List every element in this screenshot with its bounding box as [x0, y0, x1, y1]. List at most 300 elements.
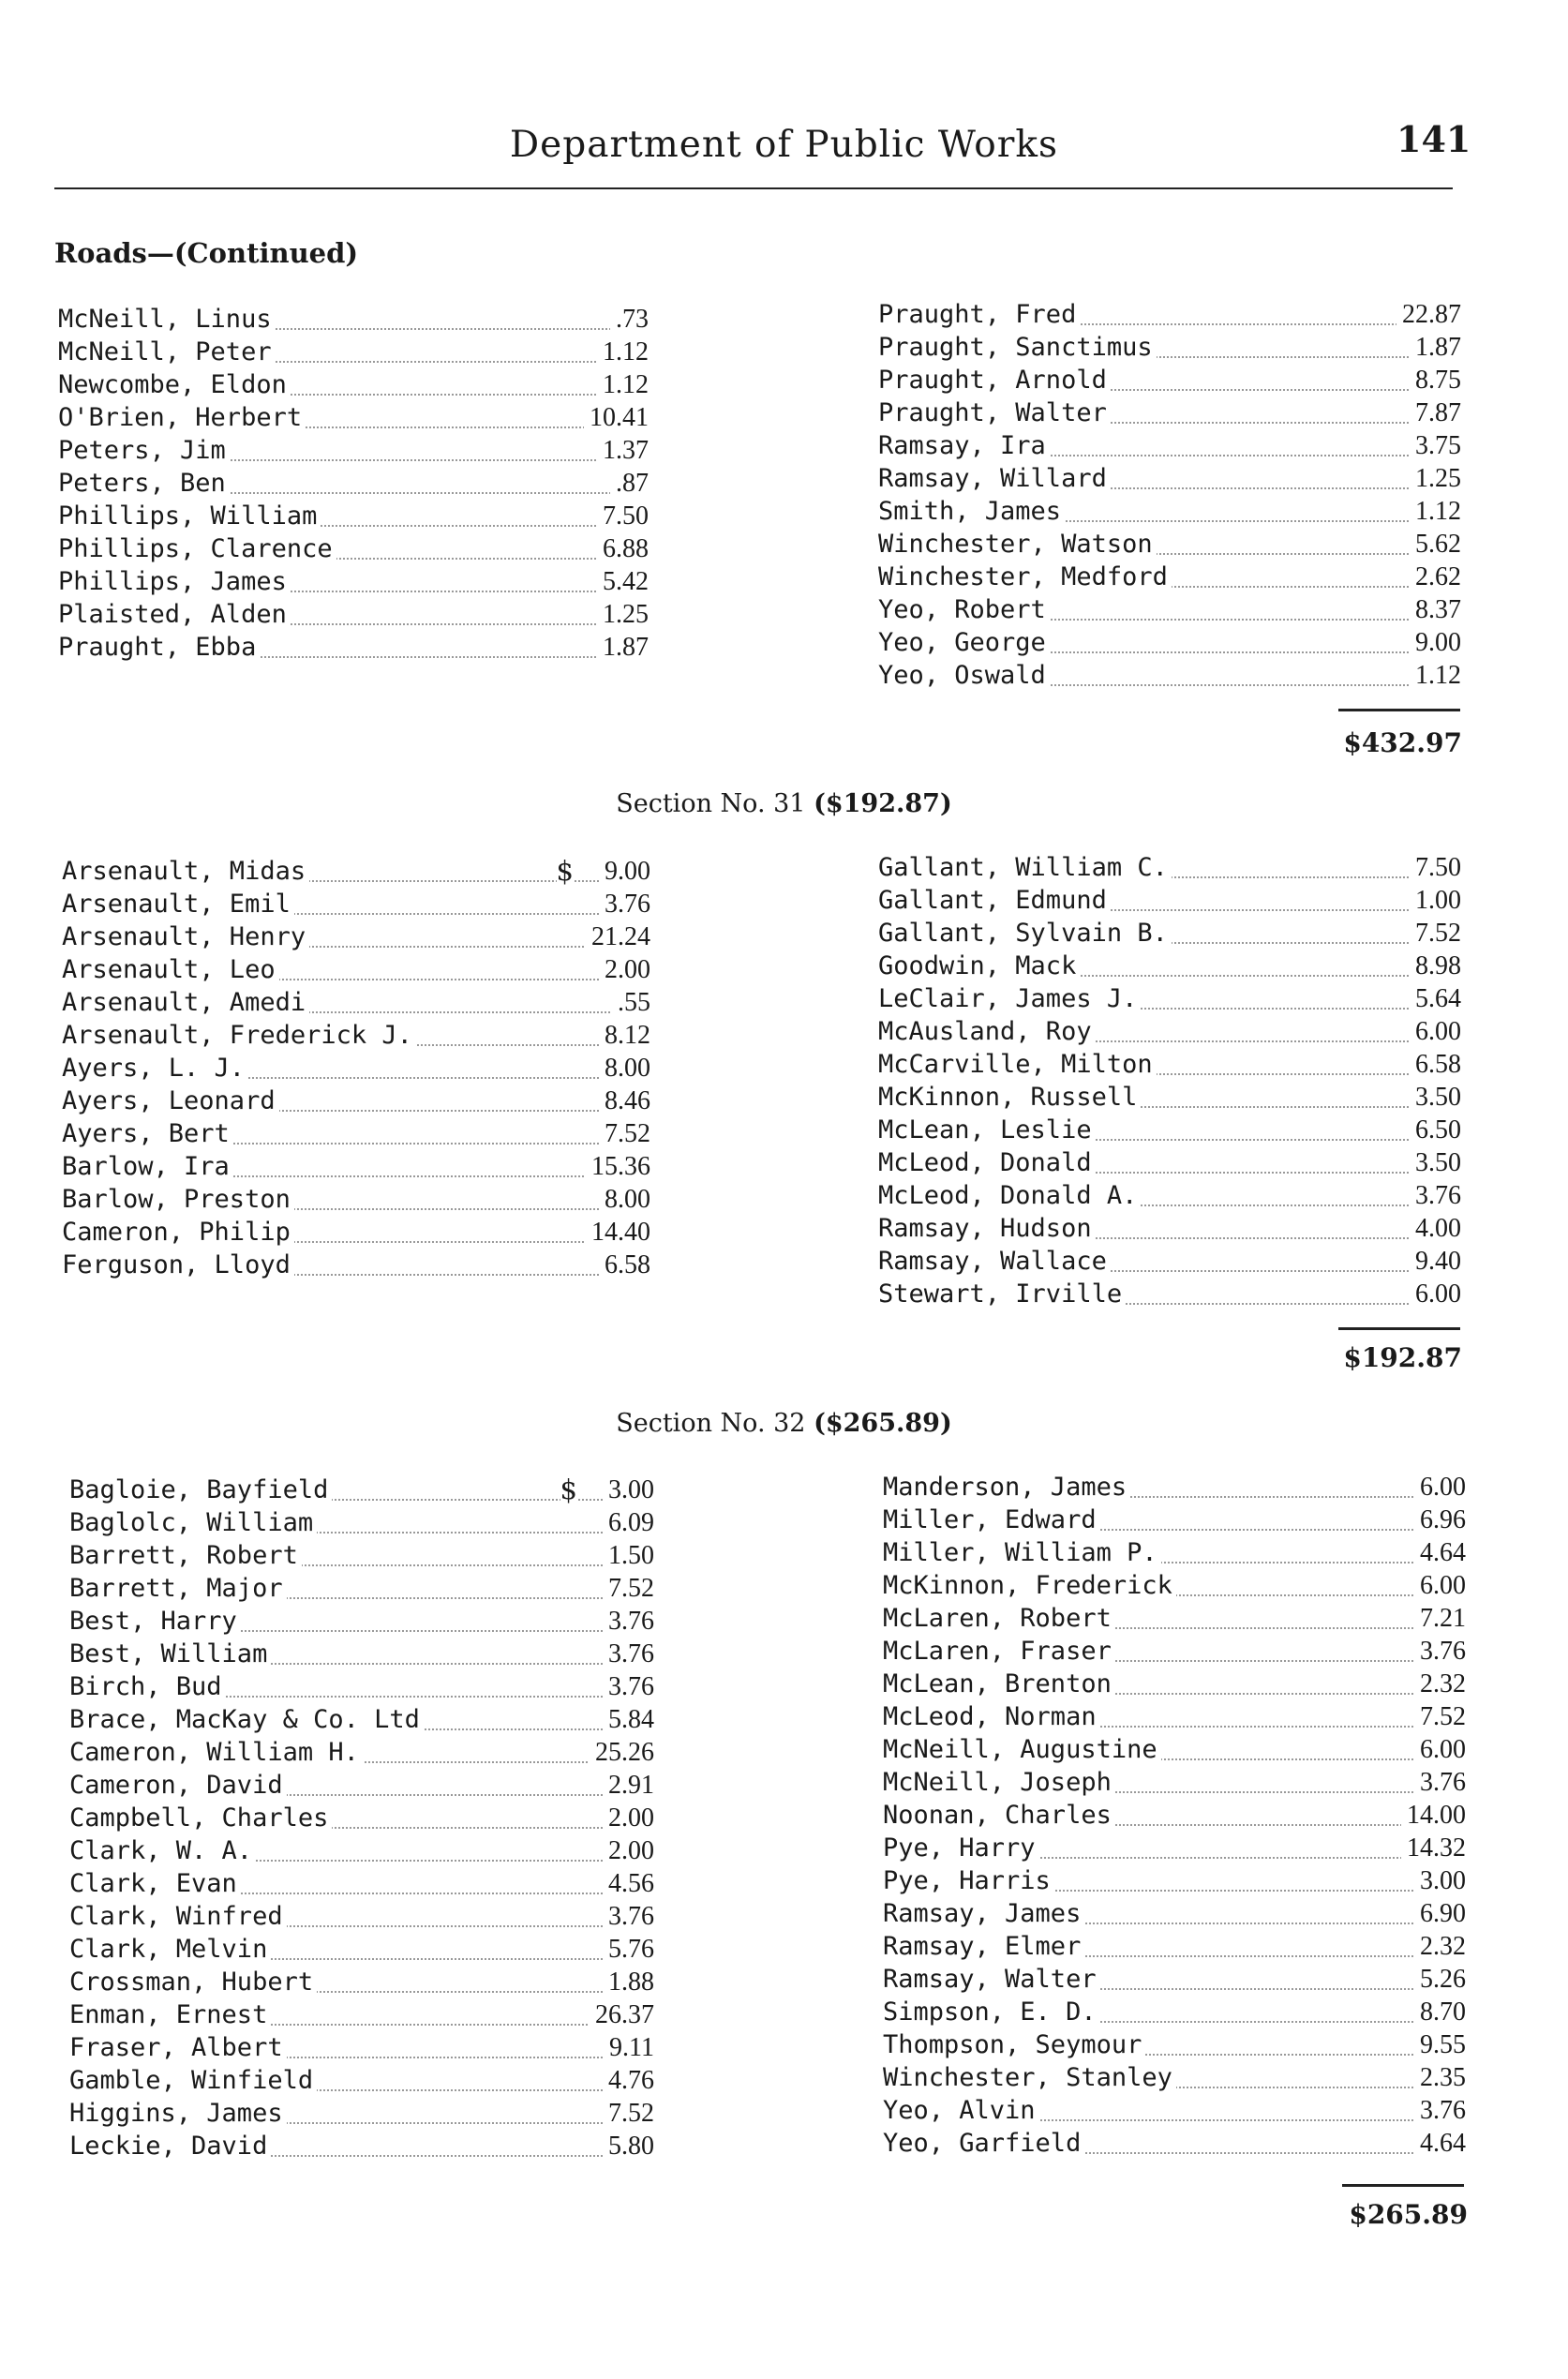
entry-name: Birch, Bud: [69, 1670, 226, 1703]
entry-amount: 5.80: [603, 2130, 654, 2162]
list-item: [883, 1504, 1466, 1536]
entry-amount: 6.90: [1414, 1897, 1466, 1930]
list-item: [883, 1536, 1466, 1569]
section-32-right-column: [883, 1471, 1466, 2160]
entry-name: Gamble, Winfield: [69, 2064, 317, 2097]
entry-amount: 8.00: [599, 1183, 650, 1216]
section-31-right-column: [878, 851, 1461, 1310]
entry-amount: 6.88: [597, 532, 649, 565]
list-item: [69, 1736, 654, 1769]
entry-name: Ramsay, Hudson: [878, 1212, 1096, 1245]
entry-amount: 5.84: [603, 1703, 654, 1736]
entry-name: Yeo, George: [878, 626, 1050, 659]
list-item: [878, 1278, 1461, 1310]
entry-amount: 1.87: [597, 631, 649, 664]
entry-amount: 9.55: [1414, 2028, 1466, 2061]
entry-name: Clark, Evan: [69, 1867, 241, 1900]
entry-amount: 6.96: [1414, 1504, 1466, 1536]
entry-name: Bagloie, Bayfield: [69, 1474, 332, 1506]
entry-amount: 6.00: [1410, 1278, 1461, 1310]
entry-name: Arsenault, Midas: [62, 855, 309, 888]
entry-amount: 9.11: [604, 2031, 654, 2064]
entry-name: Enman, Ernest: [69, 1998, 271, 2031]
list-item: [62, 1117, 650, 1150]
entry-name: Ayers, Leonard: [62, 1085, 279, 1117]
section-32-amount: ($265.89): [814, 1409, 952, 1438]
entry-name: Gallant, Sylvain B.: [878, 917, 1172, 950]
list-item: [878, 1179, 1461, 1212]
entry-name: Ayers, Bert: [62, 1117, 233, 1150]
entry-amount: 3.76: [603, 1638, 654, 1670]
list-item: [878, 495, 1461, 528]
entry-name: Praught, Walter: [878, 396, 1111, 429]
list-item: [62, 1150, 650, 1183]
list-item: [878, 659, 1461, 692]
entry-name: Yeo, Alvin: [883, 2094, 1039, 2127]
entry-name: Plaisted, Alden: [58, 598, 291, 631]
entry-name: McNeill, Joseph: [883, 1766, 1115, 1799]
entry-name: O'Brien, Herbert: [58, 401, 306, 434]
entry-name: Ramsay, Elmer: [883, 1930, 1084, 1963]
entry-amount: 1.00: [1410, 884, 1461, 917]
entry-name: Pye, Harry: [883, 1832, 1039, 1864]
list-item: [878, 1146, 1461, 1179]
entry-name: Miller, William P.: [883, 1536, 1161, 1569]
entry-amount: 3.76: [1414, 1766, 1466, 1799]
entry-amount: 7.52: [1414, 1700, 1466, 1733]
entry-amount: 5.26: [1414, 1963, 1466, 1996]
list-item: [878, 851, 1461, 884]
entry-name: Winchester, Stanley: [883, 2061, 1176, 2094]
section-32-total: $265.89: [1349, 2199, 1468, 2230]
entry-amount: 1.37: [597, 434, 649, 467]
entry-name: Yeo, Oswald: [878, 659, 1050, 692]
entry-name: Ramsay, Willard: [878, 462, 1111, 495]
entry-name: Arsenault, Amedi: [62, 986, 309, 1019]
list-item: [58, 532, 649, 565]
entry-name: McCarville, Milton: [878, 1048, 1157, 1081]
list-item: [878, 884, 1461, 917]
entry-name: Winchester, Medford: [878, 561, 1172, 593]
list-item: [62, 953, 650, 986]
dollar-sign: $: [556, 855, 574, 887]
list-item: [69, 1474, 654, 1506]
entry-name: Barrett, Major: [69, 1572, 287, 1605]
section-31-total: $192.87: [1343, 1342, 1462, 1373]
entry-amount: 8.70: [1414, 1996, 1466, 2028]
entry-amount: 6.58: [599, 1249, 650, 1281]
entry-name: Peters, Ben: [58, 467, 230, 500]
entry-amount: 8.00: [599, 1052, 650, 1085]
list-item: [883, 1963, 1466, 1996]
list-item: [883, 1930, 1466, 1963]
entry-amount: 6.00: [1414, 1733, 1466, 1766]
list-item: [62, 1085, 650, 1117]
entry-amount: 1.87: [1410, 331, 1461, 364]
entry-name: Higgins, James: [69, 2097, 287, 2130]
list-item: [69, 1572, 654, 1605]
entry-amount: 3.50: [1410, 1146, 1461, 1179]
list-item: [62, 888, 650, 920]
list-item: [69, 2097, 654, 2130]
entry-name: Praught, Ebba: [58, 631, 260, 664]
entry-name: Peters, Jim: [58, 434, 230, 467]
list-item: [69, 1769, 654, 1802]
entry-name: Arsenault, Leo: [62, 953, 279, 986]
entry-amount: 25.26: [590, 1736, 654, 1769]
dollar-sign: $: [560, 1474, 577, 1505]
entry-name: Yeo, Robert: [878, 593, 1050, 626]
entry-amount: 3.76: [603, 1900, 654, 1933]
entry-name: McNeill, Peter: [58, 336, 276, 368]
section-32-heading: [0, 1409, 1568, 1438]
entry-amount: 14.40: [586, 1216, 650, 1249]
entry-amount: 3.76: [1414, 2094, 1466, 2127]
entry-name: Manderson, James: [883, 1471, 1130, 1504]
entry-amount: 3.76: [603, 1605, 654, 1638]
list-item: [69, 1670, 654, 1703]
entry-amount: 7.52: [603, 2097, 654, 2130]
entry-amount: 5.62: [1410, 528, 1461, 561]
entry-amount: .87: [610, 467, 649, 500]
entry-amount: 3.76: [599, 888, 650, 920]
entry-name: Fraser, Albert: [69, 2031, 287, 2064]
list-item: [69, 1605, 654, 1638]
entry-amount: 6.09: [603, 1506, 654, 1539]
list-item: [62, 986, 650, 1019]
list-item: [58, 303, 649, 336]
entry-amount: 5.76: [603, 1933, 654, 1966]
section-31-heading: [0, 789, 1568, 818]
roads-total: $432.97: [1343, 727, 1462, 758]
list-item: [878, 982, 1461, 1015]
list-item: [883, 1996, 1466, 2028]
entry-name: Arsenault, Emil: [62, 888, 294, 920]
list-item: [69, 1900, 654, 1933]
list-item: [62, 1019, 650, 1052]
list-item: [883, 1832, 1466, 1864]
list-item: [878, 1015, 1461, 1048]
entry-name: Simpson, E. D.: [883, 1996, 1100, 2028]
roads-right-column: [878, 298, 1461, 692]
entry-amount: 2.62: [1410, 561, 1461, 593]
entry-amount: .55: [612, 986, 650, 1019]
list-item: [878, 429, 1461, 462]
entry-name: McLean, Leslie: [878, 1114, 1096, 1146]
list-item: [69, 2064, 654, 2097]
entry-name: Praught, Arnold: [878, 364, 1111, 396]
list-item: [878, 1048, 1461, 1081]
list-item: [878, 364, 1461, 396]
list-item: [883, 1602, 1466, 1635]
page-title: Department of Public Works: [509, 124, 1059, 166]
entry-name: Crossman, Hubert: [69, 1966, 317, 1998]
roads-left-column: [58, 303, 649, 664]
entry-amount: 14.00: [1401, 1799, 1466, 1832]
entry-amount: 8.46: [599, 1085, 650, 1117]
entry-name: Arsenault, Henry: [62, 920, 309, 953]
entry-name: Ramsay, Ira: [878, 429, 1050, 462]
roads-total-rule: [1338, 709, 1460, 711]
list-item: [883, 2028, 1466, 2061]
entry-amount: 7.52: [599, 1117, 650, 1150]
page-number: 141: [1396, 118, 1471, 160]
section-31-total-rule: [1338, 1327, 1460, 1330]
list-item: [58, 631, 649, 664]
list-item: [883, 1668, 1466, 1700]
entry-amount: 6.50: [1410, 1114, 1461, 1146]
list-item: [878, 1114, 1461, 1146]
list-item: [69, 1834, 654, 1867]
entry-amount: 26.37: [590, 1998, 654, 2031]
list-item: [883, 2061, 1466, 2094]
list-item: [69, 2130, 654, 2162]
list-item: [58, 565, 649, 598]
entry-amount: 7.50: [1410, 851, 1461, 884]
list-item: [883, 1700, 1466, 1733]
entry-amount: 7.52: [603, 1572, 654, 1605]
list-item: [69, 1998, 654, 2031]
list-item: [878, 1081, 1461, 1114]
entry-amount: 6.00: [1410, 1015, 1461, 1048]
list-item: [883, 1471, 1466, 1504]
entry-name: Ramsay, Wallace: [878, 1245, 1111, 1278]
header-divider: [54, 187, 1453, 189]
list-item: [58, 401, 649, 434]
list-item: [883, 1799, 1466, 1832]
list-item: [878, 528, 1461, 561]
entry-name: Clark, Winfred: [69, 1900, 287, 1933]
list-item: [878, 917, 1461, 950]
entry-amount: 4.56: [603, 1867, 654, 1900]
entry-amount: 8.75: [1410, 364, 1461, 396]
entry-name: Baglolc, William: [69, 1506, 317, 1539]
entry-amount: 2.00: [599, 953, 650, 986]
section-31-amount: ($192.87): [814, 789, 952, 818]
entry-amount: 8.98: [1410, 950, 1461, 982]
entry-amount: 9.00: [1410, 626, 1461, 659]
entry-name: McLeod, Norman: [883, 1700, 1100, 1733]
entry-amount: 1.88: [603, 1966, 654, 1998]
section-heading: Roads—(Continued): [54, 237, 359, 269]
entry-amount: 1.12: [597, 368, 649, 401]
entry-amount: 10.41: [584, 401, 649, 434]
entry-name: Miller, Edward: [883, 1504, 1100, 1536]
list-item: [878, 1212, 1461, 1245]
list-item: [878, 593, 1461, 626]
entry-amount: 3.00: [1414, 1864, 1466, 1897]
entry-amount: 1.12: [1410, 659, 1461, 692]
entry-name: McAusland, Roy: [878, 1015, 1096, 1048]
entry-name: Goodwin, Mack: [878, 950, 1080, 982]
entry-amount: 7.52: [1410, 917, 1461, 950]
entry-name: Clark, W. A.: [69, 1834, 256, 1867]
entry-amount: 2.91: [603, 1769, 654, 1802]
entry-amount: 8.37: [1410, 593, 1461, 626]
section-32-left-column: [69, 1474, 654, 2162]
entry-name: Best, William: [69, 1638, 271, 1670]
entry-amount: 8.12: [599, 1019, 650, 1052]
entry-amount: 14.32: [1401, 1832, 1466, 1864]
list-item: [883, 1766, 1466, 1799]
list-item: [62, 920, 650, 953]
list-item: [883, 1864, 1466, 1897]
section-32-total-rule: [1342, 2184, 1464, 2187]
entry-name: Barrett, Robert: [69, 1539, 302, 1572]
list-item: [883, 1635, 1466, 1668]
entry-name: LeClair, James J.: [878, 982, 1141, 1015]
entry-name: Praught, Fred: [878, 298, 1080, 331]
entry-name: Gallant, William C.: [878, 851, 1172, 884]
entry-name: Newcombe, Eldon: [58, 368, 291, 401]
list-item: [878, 561, 1461, 593]
list-item: [58, 434, 649, 467]
entry-amount: 6.58: [1410, 1048, 1461, 1081]
list-item: [69, 1867, 654, 1900]
entry-name: Clark, Melvin: [69, 1933, 271, 1966]
entry-amount: 4.64: [1414, 1536, 1466, 1569]
section-31-label: Section No. 31: [616, 789, 806, 818]
list-item: [878, 626, 1461, 659]
list-item: [883, 1897, 1466, 1930]
entry-name: Ramsay, Walter: [883, 1963, 1100, 1996]
list-item: [883, 2094, 1466, 2127]
entry-amount: 4.00: [1410, 1212, 1461, 1245]
entry-amount: 9.40: [1410, 1245, 1461, 1278]
list-item: [69, 2031, 654, 2064]
entry-name: McLeod, Donald: [878, 1146, 1096, 1179]
entry-name: Cameron, Philip: [62, 1216, 294, 1249]
list-item: [62, 1183, 650, 1216]
entry-name: Noonan, Charles: [883, 1799, 1115, 1832]
entry-amount: 3.76: [1414, 1635, 1466, 1668]
entry-amount: 2.00: [603, 1834, 654, 1867]
entry-name: Ramsay, James: [883, 1897, 1084, 1930]
entry-name: Ferguson, Lloyd: [62, 1249, 294, 1281]
entry-amount: 2.35: [1414, 2061, 1466, 2094]
entry-name: McLeod, Donald A.: [878, 1179, 1141, 1212]
entry-name: Barlow, Preston: [62, 1183, 294, 1216]
list-item: [58, 500, 649, 532]
list-item: [62, 1216, 650, 1249]
entry-amount: 1.25: [597, 598, 649, 631]
entry-name: McKinnon, Russell: [878, 1081, 1141, 1114]
entry-amount: 5.64: [1410, 982, 1461, 1015]
entry-amount: 22.87: [1396, 298, 1461, 331]
entry-amount: 7.87: [1410, 396, 1461, 429]
entry-name: Stewart, Irville: [878, 1278, 1126, 1310]
section-32-label: Section No. 32: [616, 1409, 806, 1438]
list-item: [58, 467, 649, 500]
entry-amount: .73: [610, 303, 649, 336]
entry-amount: 15.36: [586, 1150, 650, 1183]
entry-amount: 5.42: [597, 565, 649, 598]
entry-name: Gallant, Edmund: [878, 884, 1111, 917]
entry-name: McLean, Brenton: [883, 1668, 1115, 1700]
entry-amount: 1.12: [597, 336, 649, 368]
list-item: [878, 298, 1461, 331]
entry-name: Winchester, Watson: [878, 528, 1157, 561]
entry-amount: 1.50: [603, 1539, 654, 1572]
list-item: [58, 368, 649, 401]
list-item: [69, 1506, 654, 1539]
entry-name: Arsenault, Frederick J.: [62, 1019, 416, 1052]
list-item: [62, 855, 650, 888]
entry-name: Cameron, William H.: [69, 1736, 363, 1769]
entry-name: Phillips, William: [58, 500, 321, 532]
list-item: [878, 331, 1461, 364]
entry-name: Phillips, James: [58, 565, 291, 598]
entry-amount: 9.00: [601, 855, 650, 888]
entry-name: Campbell, Charles: [69, 1802, 332, 1834]
entry-name: Phillips, Clarence: [58, 532, 336, 565]
entry-name: McLaren, Fraser: [883, 1635, 1115, 1668]
list-item: [62, 1052, 650, 1085]
entry-name: Brace, MacKay & Co. Ltd: [69, 1703, 424, 1736]
entry-amount: 3.00: [605, 1474, 654, 1506]
list-item: [69, 1933, 654, 1966]
entry-amount: 1.25: [1410, 462, 1461, 495]
section-31-left-column: [62, 855, 650, 1281]
list-item: [62, 1249, 650, 1281]
entry-amount: 3.76: [603, 1670, 654, 1703]
list-item: [878, 396, 1461, 429]
entry-amount: 1.12: [1410, 495, 1461, 528]
entry-amount: 4.76: [603, 2064, 654, 2097]
entry-amount: 2.32: [1414, 1668, 1466, 1700]
entry-name: McNeill, Linus: [58, 303, 276, 336]
list-item: [58, 336, 649, 368]
entry-name: Thompson, Seymour: [883, 2028, 1145, 2061]
entry-amount: 3.50: [1410, 1081, 1461, 1114]
entry-name: Leckie, David: [69, 2130, 271, 2162]
entry-amount: 4.64: [1414, 2127, 1466, 2160]
entry-name: Yeo, Garfield: [883, 2127, 1084, 2160]
entry-name: Pye, Harris: [883, 1864, 1054, 1897]
list-item: [883, 1733, 1466, 1766]
entry-amount: 2.32: [1414, 1930, 1466, 1963]
entry-amount: 6.00: [1414, 1471, 1466, 1504]
list-item: [878, 462, 1461, 495]
entry-amount: 3.76: [1410, 1179, 1461, 1212]
entry-name: Barlow, Ira: [62, 1150, 233, 1183]
list-item: [69, 1638, 654, 1670]
list-item: [883, 1569, 1466, 1602]
list-item: [69, 1966, 654, 1998]
list-item: [883, 2127, 1466, 2160]
entry-amount: 7.50: [597, 500, 649, 532]
list-item: [878, 1245, 1461, 1278]
entry-name: Cameron, David: [69, 1769, 287, 1802]
entry-name: Best, Harry: [69, 1605, 241, 1638]
entry-amount: 2.00: [603, 1802, 654, 1834]
entry-amount: 21.24: [586, 920, 650, 953]
entry-amount: 6.00: [1414, 1569, 1466, 1602]
entry-name: McLaren, Robert: [883, 1602, 1115, 1635]
list-item: [69, 1802, 654, 1834]
entry-name: Smith, James: [878, 495, 1065, 528]
entry-name: Ayers, L. J.: [62, 1052, 248, 1085]
entry-name: McNeill, Augustine: [883, 1733, 1161, 1766]
entry-amount: 3.75: [1410, 429, 1461, 462]
list-item: [878, 950, 1461, 982]
entry-amount: 7.21: [1414, 1602, 1466, 1635]
list-item: [58, 598, 649, 631]
entry-name: Praught, Sanctimus: [878, 331, 1157, 364]
list-item: [69, 1539, 654, 1572]
entry-name: McKinnon, Frederick: [883, 1569, 1176, 1602]
list-item: [69, 1703, 654, 1736]
